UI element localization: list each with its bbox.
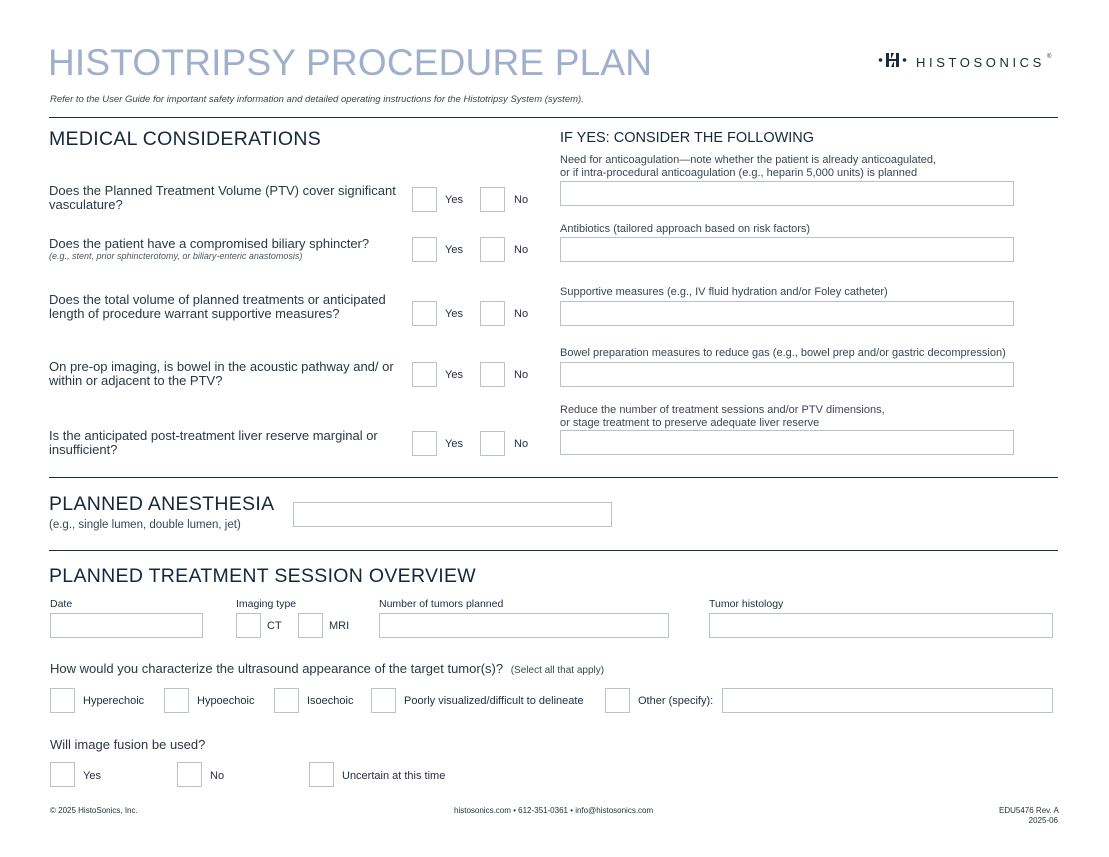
question-3 xyxy=(49,293,404,321)
consider-hint-2: Antibiotics (tailored approach based on risk factors) xyxy=(560,223,811,235)
medical-considerations-title: MEDICAL CONSIDERATIONS xyxy=(49,128,322,150)
question-2 xyxy=(49,237,404,261)
yes-label: Yes xyxy=(445,308,463,320)
no-label: No xyxy=(514,369,529,381)
divider xyxy=(49,117,1058,118)
other-specify-input[interactable] xyxy=(722,688,1053,713)
consider-hint-1: Need for anticoagulation—note whether the patient is already anticoagulated, or if intra-procedural anticoagulation (e.g., heparin 5,000 units) is planned xyxy=(560,154,937,179)
ultrasound-option-3-checkbox[interactable] xyxy=(274,688,299,713)
ultrasound-option-4-checkbox[interactable] xyxy=(371,688,396,713)
tumor-histology-input[interactable] xyxy=(709,613,1053,638)
fusion-option-label: Yes xyxy=(83,770,101,782)
ultrasound-option-1-checkbox[interactable] xyxy=(50,688,75,713)
fusion-question: Will image fusion be used? xyxy=(50,737,206,752)
mri-label: MRI xyxy=(329,620,350,632)
date-label: Date xyxy=(50,598,73,610)
footer-copyright: © 2025 HistoSonics, Inc. xyxy=(50,806,138,815)
logo-text: HISTOSONICS xyxy=(916,55,1045,70)
consider-input-2[interactable] xyxy=(560,237,1014,262)
divider xyxy=(49,550,1058,551)
question-1-no-checkbox[interactable] xyxy=(480,187,505,212)
question-5 xyxy=(49,429,404,457)
ultrasound-option-label: Isoechoic xyxy=(307,695,354,707)
question-text: Is the anticipated post-treatment liver reserve marginal or insufficient? xyxy=(49,428,378,457)
fusion-option-label: Uncertain at this time xyxy=(342,770,446,782)
ultrasound-option-label: Hypoechoic xyxy=(197,695,255,707)
consider-hint-4: Bowel preparation measures to reduce gas (e.g., bowel prep and/or gastric decompression) xyxy=(560,347,1006,359)
ultrasound-option-label: Hyperechoic xyxy=(83,695,145,707)
no-label: No xyxy=(514,194,529,206)
consider-hint-3: Supportive measures (e.g., IV fluid hydration and/or Foley catheter) xyxy=(560,286,888,298)
question-4-no-checkbox[interactable] xyxy=(480,362,505,387)
imaging-type-label: Imaging type xyxy=(236,598,297,610)
consider-hint-5: Reduce the number of treatment sessions and/or PTV dimensions, or stage treatment to preserve adequate liver reserve xyxy=(560,404,885,429)
mri-checkbox[interactable] xyxy=(298,613,323,638)
question-note: (e.g., stent, prior sphincterotomy, or biliary-enteric anastomosis) xyxy=(49,251,303,261)
planned-anesthesia-input[interactable] xyxy=(293,502,612,527)
no-label: No xyxy=(514,308,529,320)
question-text: Does the patient have a compromised biliary sphincter? xyxy=(49,236,370,251)
question-3-no-checkbox[interactable] xyxy=(480,301,505,326)
fusion-option-label: No xyxy=(210,770,225,782)
yes-label: Yes xyxy=(445,369,463,381)
page-subtitle: Refer to the User Guide for important safety information and detailed operating instructions for the Histotripsy System (system). xyxy=(50,94,584,105)
footer-contact: histosonics.com • 612-351-0361 • info@histosonics.com xyxy=(454,806,654,815)
ultrasound-option-5-checkbox[interactable] xyxy=(605,688,630,713)
fusion-option-2-checkbox[interactable] xyxy=(177,762,202,787)
ultrasound-option-label: Poorly visualized/difficult to delineate xyxy=(404,695,584,707)
question-4-yes-checkbox[interactable] xyxy=(412,362,437,387)
consider-input-3[interactable] xyxy=(560,301,1014,326)
histosonics-logo-icon xyxy=(878,50,908,75)
yes-label: Yes xyxy=(445,244,463,256)
planned-anesthesia-title: PLANNED ANESTHESIA xyxy=(49,493,275,515)
ct-checkbox[interactable] xyxy=(236,613,261,638)
ct-label: CT xyxy=(267,620,282,632)
question-1 xyxy=(49,184,404,212)
consider-input-4[interactable] xyxy=(560,362,1014,387)
ultrasound-question-text: How would you characterize the ultrasound appearance of the target tumor(s)? xyxy=(50,661,504,676)
anesthesia-note: (e.g., single lumen, double lumen, jet) xyxy=(49,519,241,531)
question-text: Does the Planned Treatment Volume (PTV) cover significant vasculature? xyxy=(49,183,396,212)
footer-doc-date: 2025-06 xyxy=(1028,816,1058,825)
yes-label: Yes xyxy=(445,438,463,450)
question-1-yes-checkbox[interactable] xyxy=(412,187,437,212)
no-label: No xyxy=(514,244,529,256)
fusion-option-1-checkbox[interactable] xyxy=(50,762,75,787)
question-5-yes-checkbox[interactable] xyxy=(412,431,437,456)
tumor-histology-label: Tumor histology xyxy=(709,598,784,610)
question-4 xyxy=(49,360,404,388)
page-title: HISTOTRIPSY PROCEDURE PLAN xyxy=(48,42,653,83)
ultrasound-option-2-checkbox[interactable] xyxy=(164,688,189,713)
question-text: On pre-op imaging, is bowel in the acoustic pathway and/ or within or adjacent to the PTV? xyxy=(49,359,394,388)
histosonics-logo xyxy=(878,50,1057,75)
date-input[interactable] xyxy=(50,613,203,638)
logo-registered-mark: ® xyxy=(1046,53,1052,60)
ultrasound-hint: (Select all that apply) xyxy=(510,665,605,676)
session-overview-title: PLANNED TREATMENT SESSION OVERVIEW xyxy=(49,565,477,587)
ultrasound-option-label: Other (specify): xyxy=(638,695,714,707)
ultrasound-question xyxy=(50,661,604,676)
fusion-option-3-checkbox[interactable] xyxy=(309,762,334,787)
question-text: Does the total volume of planned treatments or anticipated length of procedure warrant supportive measures? xyxy=(49,292,386,321)
no-label: No xyxy=(514,438,529,450)
question-3-yes-checkbox[interactable] xyxy=(412,301,437,326)
divider xyxy=(49,477,1058,478)
question-5-no-checkbox[interactable] xyxy=(480,431,505,456)
tumors-planned-input[interactable] xyxy=(379,613,669,638)
tumors-planned-label: Number of tumors planned xyxy=(379,598,504,610)
yes-label: Yes xyxy=(445,194,463,206)
consider-input-1[interactable] xyxy=(560,181,1014,206)
consider-input-5[interactable] xyxy=(560,430,1014,455)
question-2-no-checkbox[interactable] xyxy=(480,237,505,262)
question-2-yes-checkbox[interactable] xyxy=(412,237,437,262)
consider-following-title: IF YES: CONSIDER THE FOLLOWING xyxy=(560,130,815,146)
footer-doc-id: EDU5476 Rev. A xyxy=(999,806,1059,815)
